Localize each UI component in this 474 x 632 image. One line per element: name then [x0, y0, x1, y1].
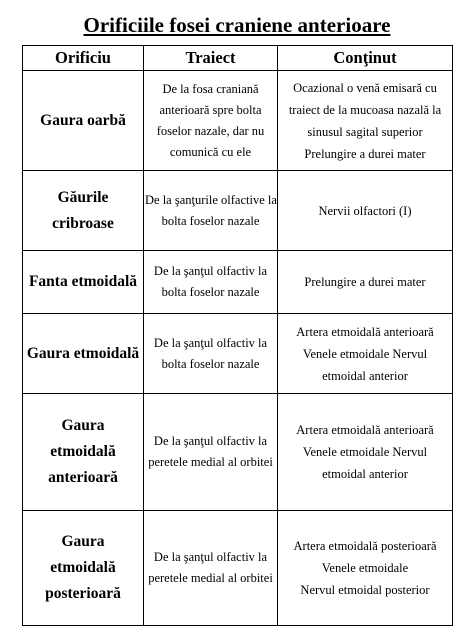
table-cell-orificiu [23, 71, 144, 171]
cell-line: cribroase [52, 214, 114, 232]
cell-line: Găurile [57, 188, 109, 206]
cell-line: De la şanţul olfactiv la [153, 335, 268, 350]
table-cell-orificiu [23, 511, 144, 626]
cell-line: Gaura etmoidală [26, 344, 140, 362]
cell-line: sinusul sagital superior [307, 124, 423, 139]
table-row [23, 314, 453, 394]
cell-line: bolta foselor nazale [161, 285, 260, 299]
cell-line: Gaura oarbă [40, 111, 126, 129]
cell-line: peretele medial al orbitei [148, 571, 273, 585]
cell-line: Prelungire a durei mater [304, 275, 426, 289]
cell-line: De la şanţul olfactiv la [153, 550, 268, 564]
cell-line: De la şanţurile olfactive la [145, 192, 277, 207]
cell-line: Venele etmoidale [321, 561, 409, 575]
cell-line: etmoidală [50, 559, 116, 576]
cell-line: Venele etmoidale Nervul [302, 346, 428, 361]
table-header-row [23, 46, 453, 71]
cell-line: Venele etmoidale Nervul [302, 445, 428, 459]
cell-line: Gaura [61, 533, 105, 550]
table-cell-traiect [144, 511, 278, 626]
table-cell-orificiu [23, 314, 144, 394]
table-cell-orificiu [23, 394, 144, 511]
cell-line: anterioară [48, 469, 118, 486]
cell-line: De la fosa craniană [162, 81, 259, 96]
table-cell-continut [278, 511, 453, 626]
cell-line: bolta foselor nazale [161, 356, 260, 371]
cell-line: etmoidal anterior [322, 368, 408, 383]
table-cell-continut [278, 314, 453, 394]
cell-line: Nervii olfactori (I) [318, 203, 412, 218]
table-row [23, 71, 453, 171]
cell-line: Artera etmoidală anterioară [296, 423, 434, 437]
column-header-continut: Conţinut [278, 46, 453, 71]
cell-line: Fanta etmoidală [28, 273, 138, 290]
cell-line: foselor nazale, dar nu [156, 123, 265, 138]
cell-line: Prelungire a durei mater [304, 146, 426, 161]
cell-line: bolta foselor nazale [161, 213, 260, 228]
table-row [23, 394, 453, 511]
table-row [23, 171, 453, 251]
table-cell-traiect [144, 394, 278, 511]
orifices-table [22, 45, 453, 626]
cell-line: De la şanţul olfactiv la [153, 264, 268, 278]
cell-line: De la şanţul olfactiv la [153, 434, 268, 448]
cell-line: Gaura [61, 417, 105, 434]
cell-line: comunică cu ele [169, 144, 252, 159]
table-cell-traiect [144, 71, 278, 171]
table-cell-orificiu [23, 251, 144, 314]
cell-line: Nervul etmoidal posterior [300, 583, 430, 597]
cell-line: Artera etmoidală anterioară [296, 324, 434, 339]
table-cell-traiect [144, 171, 278, 251]
column-header-orificiu: Orificiu [23, 46, 144, 71]
table-row [23, 511, 453, 626]
cell-line: traiect de la mucoasa nazală la [288, 102, 442, 117]
page-title [0, 0, 474, 45]
cell-line: etmoidală [50, 443, 116, 460]
page-title-text: Orificiile fosei craniene anterioare [83, 13, 391, 37]
table-cell-continut [278, 171, 453, 251]
table-cell-traiect [144, 314, 278, 394]
cell-line: posterioară [45, 585, 121, 602]
table-cell-continut [278, 394, 453, 511]
column-header-traiect: Traiect [144, 46, 278, 71]
cell-line: Artera etmoidală posterioară [293, 539, 437, 553]
table-cell-continut [278, 251, 453, 314]
cell-line: Ocazional o venă emisară cu [293, 80, 437, 95]
table-cell-continut [278, 71, 453, 171]
table-cell-traiect [144, 251, 278, 314]
table-cell-orificiu [23, 171, 144, 251]
cell-line: anterioară spre bolta [159, 102, 262, 117]
table-row [23, 251, 453, 314]
cell-line: etmoidal anterior [322, 467, 408, 481]
cell-line: peretele medial al orbitei [148, 455, 273, 469]
